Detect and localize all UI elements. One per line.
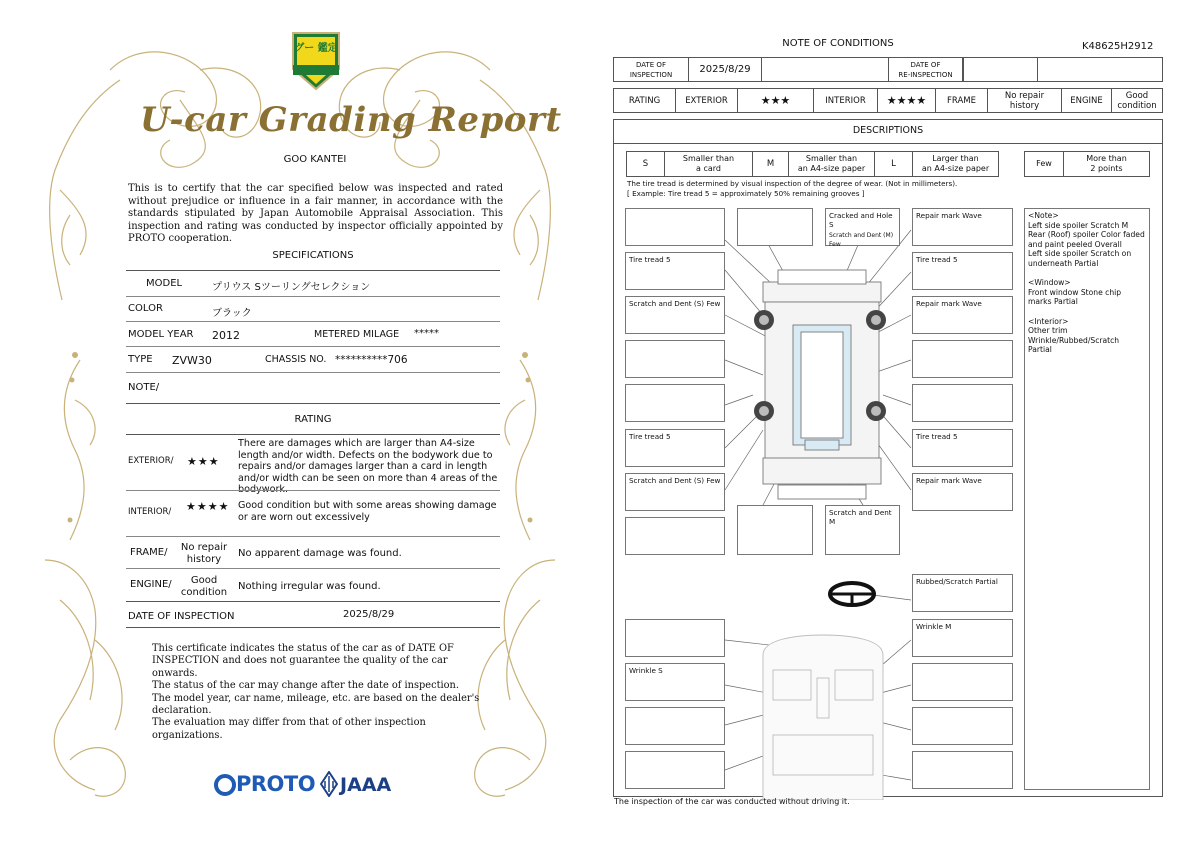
exterior-label: EXTERIOR bbox=[676, 89, 738, 112]
rating-heading: RATING bbox=[294, 414, 332, 425]
type-label: TYPE bbox=[128, 354, 153, 365]
divider bbox=[126, 321, 500, 322]
conditions-code: K48625H2912 bbox=[1082, 41, 1154, 52]
specifications-heading: SPECIFICATIONS bbox=[272, 250, 354, 261]
jaaa-logo: JAAA bbox=[340, 774, 392, 796]
jaaa-mark-icon bbox=[320, 771, 338, 797]
engine-value bbox=[1112, 89, 1162, 112]
report-subtitle: GOO KANTEI bbox=[283, 154, 347, 165]
legend-text-s-line1: Smaller than bbox=[682, 154, 735, 163]
legend-text-s bbox=[665, 152, 753, 176]
date-reinspection-label-line2: RE-INSPECTION bbox=[898, 70, 953, 79]
interior-box-right-4 bbox=[912, 751, 1013, 789]
footer-line: This certificate indicates the status of the car as of DATE OF INSPECTION and does not guarantee the quality of the car onwards. bbox=[152, 643, 454, 679]
legend-text-few-line1: More than bbox=[1086, 154, 1127, 163]
frame-value-line1: No repair bbox=[1004, 90, 1045, 101]
exterior-stars: ★★★ bbox=[187, 455, 220, 468]
date-of-inspection-value: 2025/8/29 bbox=[343, 609, 395, 620]
bottom-note: The inspection of the car was conducted without driving it. bbox=[614, 797, 850, 806]
engine-label: ENGINE bbox=[1062, 89, 1112, 112]
divider bbox=[126, 627, 500, 628]
legend-text-l-line1: Larger than bbox=[932, 154, 979, 163]
proto-mark-icon bbox=[214, 774, 236, 796]
logo-text: グー 鑑定 bbox=[294, 43, 338, 54]
interior-description: Good condition but with some areas showing damage or are worn out excessively bbox=[238, 500, 497, 523]
legend-text-m-line1: Smaller than bbox=[805, 154, 858, 163]
certificate-intro: This is to certify that the car specified below was inspected and rated without prejudice or influence in a fair manner, in accordance with the standards stipulated by Japan Automobile Appraisal Association. This inspection and rating was conducted by inspector officially appointed by PROTO cooperation. bbox=[128, 183, 503, 244]
mileage-value: ***** bbox=[414, 328, 439, 339]
legend-key-s: S bbox=[627, 152, 665, 176]
tread-note bbox=[627, 179, 957, 198]
date-inspection-label-line1: DATE OF bbox=[636, 60, 666, 69]
engine-value-line1: Good bbox=[190, 575, 218, 586]
date-of-inspection-label: DATE OF INSPECTION bbox=[128, 611, 235, 622]
exterior-box-top-mid bbox=[737, 208, 813, 246]
frame-description: No apparent damage was found. bbox=[238, 548, 402, 559]
interior-box-left-4 bbox=[625, 751, 725, 789]
legend-text-l-line2: an A4-size paper bbox=[921, 164, 990, 173]
interior-stars: ★★★★ bbox=[878, 89, 936, 112]
color-label: COLOR bbox=[128, 303, 163, 314]
exterior-box-left-5: Tire tread 5 bbox=[625, 429, 725, 467]
legend-text-m-line2: an A4-size paper bbox=[797, 164, 866, 173]
engine-description: Nothing irregular was found. bbox=[238, 581, 381, 592]
engine-value bbox=[174, 575, 234, 598]
legend-key-l: L bbox=[875, 152, 913, 176]
frame-value-line1: No repair bbox=[180, 542, 228, 553]
mileage-label: METERED MILAGE bbox=[314, 329, 400, 340]
model-year-value: 2012 bbox=[212, 329, 240, 342]
certificate-footer bbox=[152, 643, 482, 742]
model-label: MODEL bbox=[146, 278, 183, 289]
exterior-box-bottom-left bbox=[625, 517, 725, 555]
exterior-box-top-right: Repair mark Wave bbox=[912, 208, 1013, 246]
exterior-box-right-4 bbox=[912, 384, 1013, 422]
exterior-box-bottom-center: Scratch and Dent M bbox=[825, 505, 900, 555]
interior-box-left-2: Wrinkle S bbox=[625, 663, 725, 701]
divider bbox=[126, 536, 500, 537]
type-value: ZVW30 bbox=[172, 354, 212, 367]
legend-key-m: M bbox=[753, 152, 789, 176]
exterior-box-right-2: Repair mark Wave bbox=[912, 296, 1013, 334]
exterior-label: EXTERIOR/ bbox=[128, 456, 174, 466]
exterior-box-left-4 bbox=[625, 384, 725, 422]
footer-line: The evaluation may differ from that of other inspection organizations. bbox=[152, 717, 426, 741]
engine-value-line1: Good bbox=[1125, 90, 1149, 101]
interior-box-right-1: Wrinkle M bbox=[912, 619, 1013, 657]
date-reinspection-label-inner bbox=[889, 57, 962, 82]
engine-value-line2: condition bbox=[180, 586, 228, 598]
divider bbox=[126, 490, 500, 491]
exterior-box-left-3 bbox=[625, 340, 725, 378]
interior-box-left-1 bbox=[625, 619, 725, 657]
notes-box: <Note> Left side spoiler Scratch M Rear (Roof) spoiler Color faded and paint peeled Overall Left side spoiler Scratch on underneath Partial <Window> Front window Stone chip marks Partial <Interior> Other trim Wrinkle/Rubbed/Scratch Partial bbox=[1024, 208, 1150, 790]
tread-note-line1: The tire tread is determined by visual inspection of the degree of wear. (Not in millimeters). bbox=[627, 179, 958, 188]
interior-box-right-3 bbox=[912, 707, 1013, 745]
tread-note-line2: [ Example: Tire tread 5 = approximately 50% remaining grooves ] bbox=[627, 188, 865, 198]
divider bbox=[126, 372, 500, 373]
date-reinspection-label bbox=[888, 57, 963, 82]
exterior-box-bottom-mid bbox=[737, 505, 813, 555]
interior-label: INTERIOR/ bbox=[128, 507, 172, 517]
frame-value-line2: history bbox=[1009, 100, 1040, 111]
exterior-box-left-2: Scratch and Dent (S) Few bbox=[625, 296, 725, 334]
frame-label: FRAME bbox=[936, 89, 988, 112]
frame-value-line2: history bbox=[186, 553, 222, 565]
chassis-value: **********706 bbox=[335, 354, 408, 366]
frame-value bbox=[988, 89, 1062, 112]
interior-box-steering: Rubbed/Scratch Partial bbox=[912, 574, 1013, 612]
report-title: U-car Grading Report bbox=[140, 100, 562, 140]
divider bbox=[613, 143, 1163, 144]
divider bbox=[126, 434, 500, 435]
model-value: プリウス Sツーリングセレクション bbox=[212, 282, 371, 293]
exterior-stars: ★★★ bbox=[738, 89, 814, 112]
footer-line: The status of the car may change after the date of inspection. bbox=[152, 680, 459, 692]
legend-text-m bbox=[789, 152, 875, 176]
rating-row bbox=[613, 88, 1163, 113]
divider bbox=[126, 346, 500, 347]
color-value: ブラック bbox=[212, 308, 252, 319]
exterior-note: Cracked and Hole S bbox=[829, 211, 893, 229]
date-inspection-label bbox=[614, 58, 689, 81]
exterior-box-left-6: Scratch and Dent (S) Few bbox=[625, 473, 725, 511]
frame-value bbox=[174, 542, 234, 565]
frame-label: FRAME/ bbox=[130, 547, 168, 558]
size-legend bbox=[626, 151, 999, 177]
date-inspection-label-line2: INSPECTION bbox=[629, 70, 673, 79]
footer-line: The model year, car name, mileage, etc. are based on the dealer's declaration. bbox=[152, 692, 480, 717]
engine-value-line2: condition bbox=[1117, 100, 1157, 111]
divider bbox=[126, 296, 500, 297]
descriptions-heading: DESCRIPTIONS bbox=[852, 125, 924, 136]
model-year-label: MODEL YEAR bbox=[128, 329, 194, 340]
exterior-box-right-3 bbox=[912, 340, 1013, 378]
interior-stars: ★★★★ bbox=[186, 500, 230, 513]
exterior-box-top-left bbox=[625, 208, 725, 246]
legend-key-few: Few bbox=[1025, 152, 1064, 176]
divider bbox=[126, 568, 500, 569]
few-legend bbox=[1024, 151, 1150, 177]
interior-box-right-2 bbox=[912, 663, 1013, 701]
divider bbox=[126, 403, 500, 404]
exterior-box-right-6: Repair mark Wave bbox=[912, 473, 1013, 511]
legend-text-few-line2: 2 points bbox=[1090, 164, 1123, 173]
chassis-label: CHASSIS NO. bbox=[265, 354, 327, 365]
exterior-box-top-center bbox=[825, 208, 900, 246]
engine-label: ENGINE/ bbox=[130, 579, 172, 590]
legend-text-l bbox=[913, 152, 998, 176]
exterior-box-left-1: Tire tread 5 bbox=[625, 252, 725, 290]
legend-text-s-line2: a card bbox=[696, 164, 721, 173]
divider bbox=[126, 601, 500, 602]
divider bbox=[1037, 57, 1038, 82]
steering-wheel-icon bbox=[830, 583, 874, 605]
rating-label: RATING bbox=[614, 89, 676, 112]
exterior-box-right-5: Tire tread 5 bbox=[912, 429, 1013, 467]
legend-text-few bbox=[1064, 152, 1149, 176]
interior-label: INTERIOR bbox=[814, 89, 878, 112]
note-label: NOTE/ bbox=[128, 382, 160, 393]
divider bbox=[126, 270, 500, 271]
proto-logo: PROTO bbox=[236, 772, 316, 796]
conditions-title: NOTE OF CONDITIONS bbox=[782, 38, 894, 49]
exterior-box-right-1: Tire tread 5 bbox=[912, 252, 1013, 290]
date-inspection-value: 2025/8/29 bbox=[689, 58, 762, 81]
date-empty-cell bbox=[762, 58, 889, 81]
date-reinspection-label-line1: DATE OF bbox=[910, 60, 941, 69]
exterior-description: There are damages which are larger than A4-size length and/or width. Defects on the bodywork due to repairs and/or damages larger than a card in length and/or width can be seen on more than 4 areas of the bodywork. bbox=[238, 438, 498, 495]
goo-kantei-logo bbox=[289, 31, 343, 91]
interior-box-left-3 bbox=[625, 707, 725, 745]
exterior-note: Scratch and Dent (M) Few bbox=[829, 232, 894, 248]
